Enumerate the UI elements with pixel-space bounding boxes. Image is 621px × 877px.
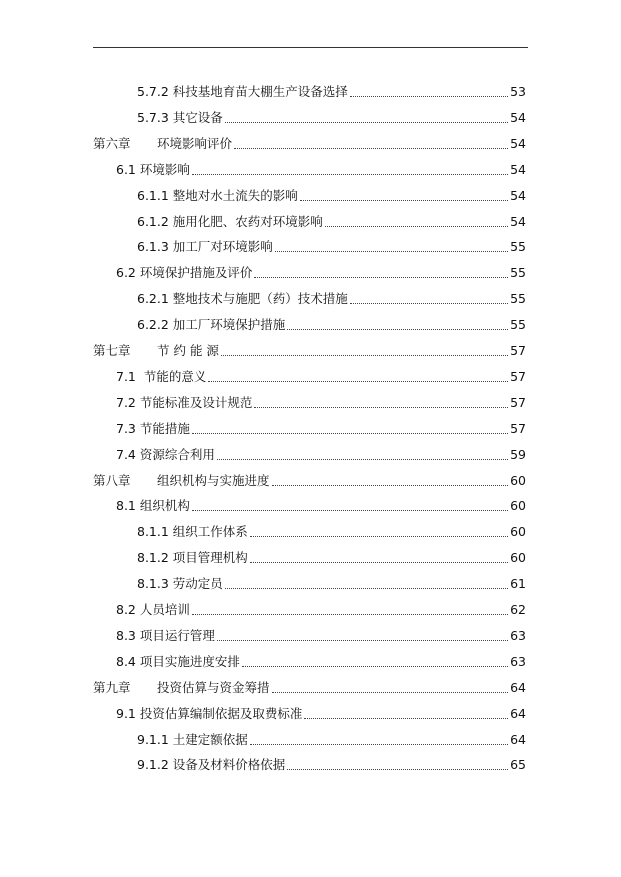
toc-entry-title: 项目实施进度安排 [139,653,240,669]
toc-entry-title: 环境影响评价 [157,135,233,151]
toc-section-entry[interactable] [116,363,526,385]
toc-entry-number: 7.3 [116,420,136,436]
toc-entry-title: 其它设备 [172,109,223,125]
toc-entry-page-number: 54 [510,135,526,151]
toc-section-entry[interactable] [137,104,526,126]
toc-chapter-entry[interactable] [93,130,526,152]
toc-chapter-entry[interactable] [93,337,526,359]
dot-leader [250,735,508,745]
dot-leader [234,139,508,149]
toc-section-entry[interactable] [137,544,526,566]
toc-entry-number: 7.2 [116,394,136,410]
toc-section-entry[interactable] [137,726,526,748]
toc-entry-page-number: 54 [510,109,526,125]
toc-section-entry[interactable] [116,596,526,618]
toc-entry-number: 6.1 [116,161,136,177]
toc-section-entry[interactable] [116,492,526,514]
toc-chapter-entry[interactable] [93,674,526,696]
dot-leader [242,657,508,667]
toc-entry-page-number: 57 [510,368,526,384]
dot-leader [250,527,508,537]
toc-entry-page-number: 55 [510,317,526,333]
toc-entry-number: 第六章 [93,135,131,151]
toc-entry-page-number: 64 [510,679,526,695]
dot-leader [300,191,508,201]
dot-leader [225,113,508,123]
toc-entry-title: 投资估算与资金筹措 [157,679,270,695]
toc-entry-number: 8.1 [116,498,136,514]
toc-entry-page-number: 63 [510,627,526,643]
toc-entry-title: 设备及材料价格依据 [172,757,286,773]
dot-leader [192,424,508,434]
toc-entry-number: 6.2.2 [137,317,169,333]
toc-section-entry[interactable] [116,389,526,411]
toc-section-entry[interactable] [116,259,526,281]
toc-entry-page-number: 57 [510,420,526,436]
toc-entry-number: 第九章 [93,679,131,695]
dot-leader [287,320,508,330]
dot-leader [221,346,508,356]
toc-chapter-entry[interactable] [93,467,526,489]
toc-entry-title: 资源综合利用 [139,446,215,462]
toc-entry-title: 项目管理机构 [172,550,248,566]
toc-entry-title: 加工厂环境保护措施 [172,317,286,333]
toc-entry-number: 6.1.1 [137,187,169,203]
dot-leader [325,217,508,227]
toc-section-entry[interactable] [116,648,526,670]
toc-section-entry[interactable] [116,700,526,722]
toc-entry-number: 6.1.3 [137,239,169,255]
toc-entry-number: 7.4 [116,446,136,462]
toc-entry-title: 节能标准及设计规范 [139,394,253,410]
toc-entry-title: 项目运行管理 [139,627,215,643]
toc-entry-page-number: 54 [510,213,526,229]
toc-section-entry[interactable] [116,415,526,437]
toc-entry-page-number: 55 [510,239,526,255]
dot-leader [192,501,508,511]
dot-leader [272,476,509,486]
toc-entry-page-number: 64 [510,731,526,747]
toc-entry-page-number: 62 [510,602,526,617]
toc-entry-number: 9.1.1 [137,731,169,747]
dot-leader [225,579,508,589]
dot-leader [304,709,508,719]
toc-entry-page-number: 65 [510,757,526,773]
toc-entry-title: 整地对水土流失的影响 [172,187,298,203]
toc-entry-page-number: 57 [510,394,526,410]
toc-entry-number: 9.1 [116,705,136,721]
toc-entry-title: 土建定额依据 [172,731,248,747]
dot-leader [208,372,508,382]
toc-entry-page-number: 55 [510,291,526,307]
toc-entry-number: 8.3 [116,627,136,643]
toc-entry-title: 劳动定员 [172,576,223,592]
toc-section-entry[interactable] [137,233,526,255]
toc-entry-page-number: 57 [510,343,526,358]
dot-leader [287,760,508,770]
toc-entry-number: 8.4 [116,653,136,669]
toc-entry-page-number: 60 [510,524,526,540]
toc-entry-title: 组织机构与实施进度 [157,472,270,488]
dot-leader [217,450,508,460]
toc-entry-title: 施用化肥、农药对环境影响 [172,213,323,229]
dot-leader [275,242,508,252]
toc-entry-number: 8.1.2 [137,550,169,566]
toc-entry-title: 投资估算编制依据及取费标准 [139,705,303,721]
toc-entry-title: 整地技术与施肥（药）技术措施 [172,291,348,307]
toc-section-entry[interactable] [137,78,526,100]
toc-entry-number: 5.7.3 [137,109,169,125]
toc-entry-page-number: 61 [510,576,526,592]
dot-leader [350,294,508,304]
toc-entry-number: 6.2 [116,265,136,281]
toc-entry-title: 节 约 能 源 [157,343,219,358]
toc-entry-number: 8.2 [116,602,136,617]
toc-section-entry[interactable] [137,751,526,773]
dot-leader [254,398,508,408]
toc-entry-number: 6.1.2 [137,213,169,229]
dot-leader [272,683,509,693]
toc-section-entry[interactable] [137,570,526,592]
dot-leader [192,605,508,615]
dot-leader [254,268,508,278]
toc-entry-page-number: 54 [510,187,526,203]
toc-entry-title: 节能的意义 [139,368,207,384]
dot-leader [250,553,508,563]
toc-section-entry[interactable] [116,622,526,644]
toc-entry-page-number: 63 [510,653,526,669]
toc-section-entry[interactable] [137,182,526,204]
toc-entry-title: 加工厂对环境影响 [172,239,273,255]
toc-section-entry[interactable] [137,208,526,230]
toc-entry-page-number: 60 [510,498,526,514]
toc-entry-page-number: 53 [510,84,526,99]
toc-entry-page-number: 54 [510,161,526,177]
toc-entry-number: 9.1.2 [137,757,169,773]
header-rule [93,47,528,48]
toc-section-entry[interactable] [116,156,526,178]
toc-section-entry[interactable] [116,441,526,463]
toc-entry-number: 5.7.2 [137,84,169,99]
toc-entry-number: 8.1.3 [137,576,169,592]
dot-leader [350,87,508,97]
toc-entry-title: 人员培训 [139,602,190,617]
toc-entry-page-number: 60 [510,472,526,488]
toc-entry-title: 节能措施 [139,420,190,436]
toc-entry-title: 环境保护措施及评价 [139,265,253,281]
dot-leader [217,631,508,641]
toc-entry-number: 第七章 [93,343,131,358]
toc-entry-title: 组织机构 [139,498,190,514]
toc-entry-page-number: 64 [510,705,526,721]
toc-entry-number: 第八章 [93,472,131,488]
toc-entry-number: 7.1 [116,368,136,384]
dot-leader [192,165,508,175]
toc-entry-title: 组织工作体系 [172,524,248,540]
toc-section-entry[interactable] [137,285,526,307]
toc-entry-page-number: 55 [510,265,526,281]
toc-entry-number: 6.2.1 [137,291,169,307]
toc-section-entry[interactable] [137,518,526,540]
toc-entry-page-number: 60 [510,550,526,566]
toc-entry-page-number: 59 [510,446,526,462]
toc-entry-title: 环境影响 [139,161,190,177]
toc-entry-title: 科技基地育苗大棚生产设备选择 [172,84,348,99]
toc-entry-number: 8.1.1 [137,524,169,540]
toc-section-entry[interactable] [137,311,526,333]
